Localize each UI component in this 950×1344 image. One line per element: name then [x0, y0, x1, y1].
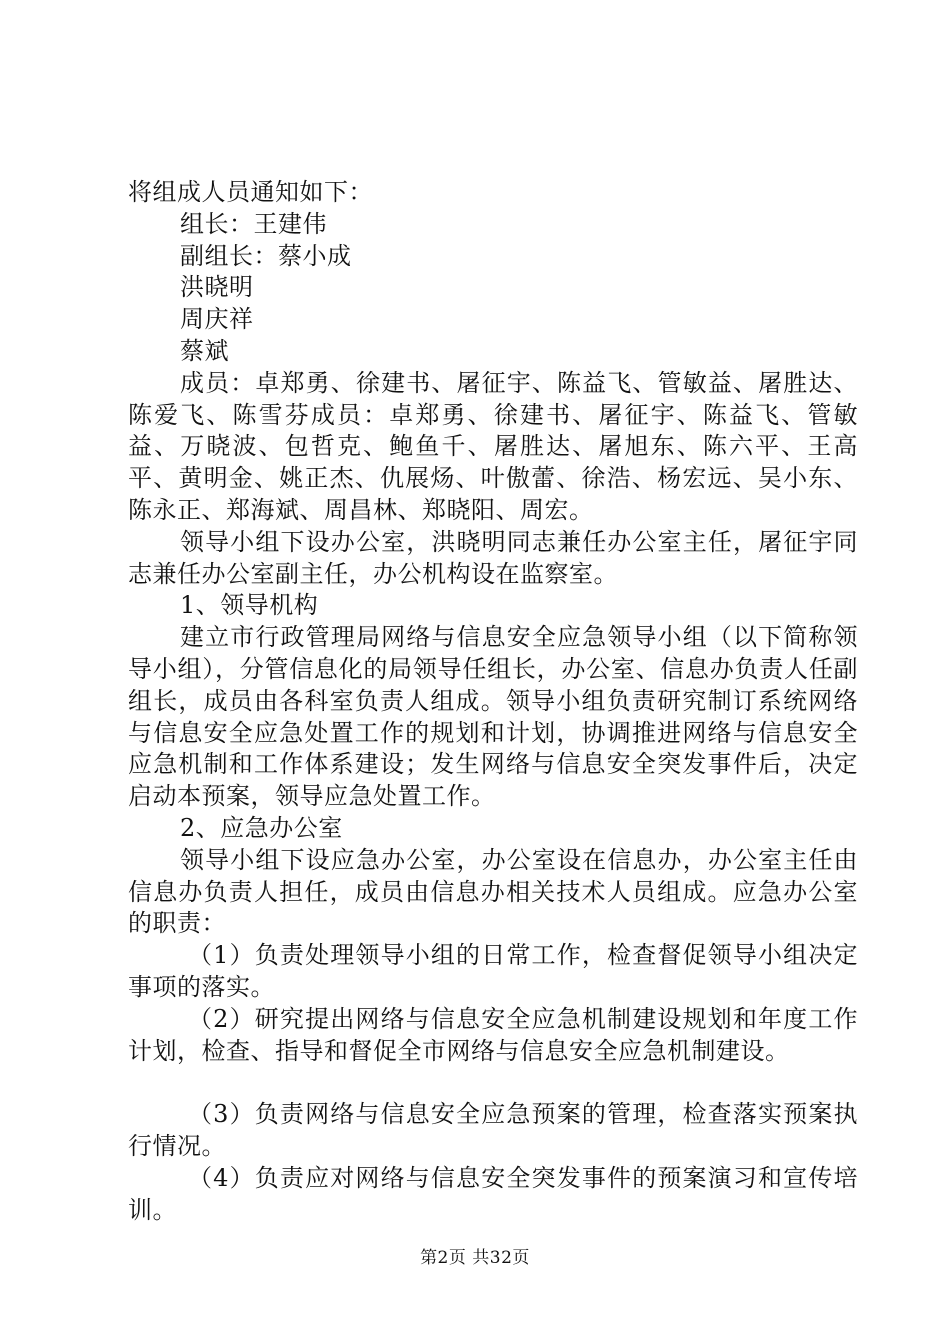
deputy-name-line: 洪晓明 — [180, 273, 254, 302]
intro-paragraph: 将组成人员通知如下： — [128, 178, 373, 206]
section-heading-emergency-office: 2、应急办公室 — [180, 813, 343, 842]
duty-item-2: （2）研究提出网络与信息安全应急机制建设规划和年度工作计划，检查、指导和督促全市网络与信息安全应急机制建设。 — [128, 1004, 858, 1065]
duty-item-4: （4）负责应对网络与信息安全突发事件的预案演习和宣传培训。 — [128, 1163, 858, 1224]
duty-item-1: （1）负责处理领导小组的日常工作，检查督促领导小组决定事项的落实。 — [128, 941, 858, 1001]
leadership-paragraph: 建立市行政管理局网络与信息安全应急领导小组（以下简称领导小组），分管信息化的局领导任组长，办公室、信息办负责人任副组长，成员由各科室负责人组成。领导小组负责研究制订系统网络与信息安全应急处置工作的规划和计划，协调推进网络与信息安全应急机制和工作体系建设；发生网络与信息安全突发事件后，决定启动本预案，领导应急处置工作。 — [128, 623, 858, 811]
group-leader-line: 组长：王建伟 — [180, 209, 327, 238]
blank-line — [128, 1067, 858, 1099]
duty-item-3: （3）负责网络与信息安全应急预案的管理，检查落实预案执行情况。 — [128, 1100, 858, 1160]
members-paragraph: 成员：卓郑勇、徐建书、屠征宇、陈益飞、管敏益、屠胜达、陈爱飞、陈雪芬成员：卓郑勇、徐建书、屠征宇、陈益飞、管敏益、万晓波、包哲克、鲍鱼千、屠胜达、屠旭东、陈六平、王高平、黄明金、姚正杰、仇展炀、叶傲蕾、徐浩、杨宏远、吴小东、陈永正、郑海斌、周昌林、郑晓阳、周宏。 — [128, 368, 858, 524]
office-paragraph: 领导小组下设办公室，洪晓明同志兼任办公室主任，屠征宇同志兼任办公室副主任，办公机构设在监察室。 — [128, 527, 858, 588]
deputy-leader-line: 副组长：蔡小成 — [180, 241, 352, 270]
section-heading-leadership: 1、领导机构 — [180, 591, 319, 620]
emergency-office-paragraph: 领导小组下设应急办公室，办公室设在信息办，办公室主任由信息办负责人担任，成员由信息办相关技术人员组成。应急办公室的职责： — [128, 845, 858, 938]
deputy-name-line: 蔡斌 — [180, 336, 229, 365]
document-body — [128, 177, 858, 1226]
page-footer: 第2页 共32页 — [420, 1248, 530, 1268]
deputy-name-line: 周庆祥 — [180, 305, 254, 334]
